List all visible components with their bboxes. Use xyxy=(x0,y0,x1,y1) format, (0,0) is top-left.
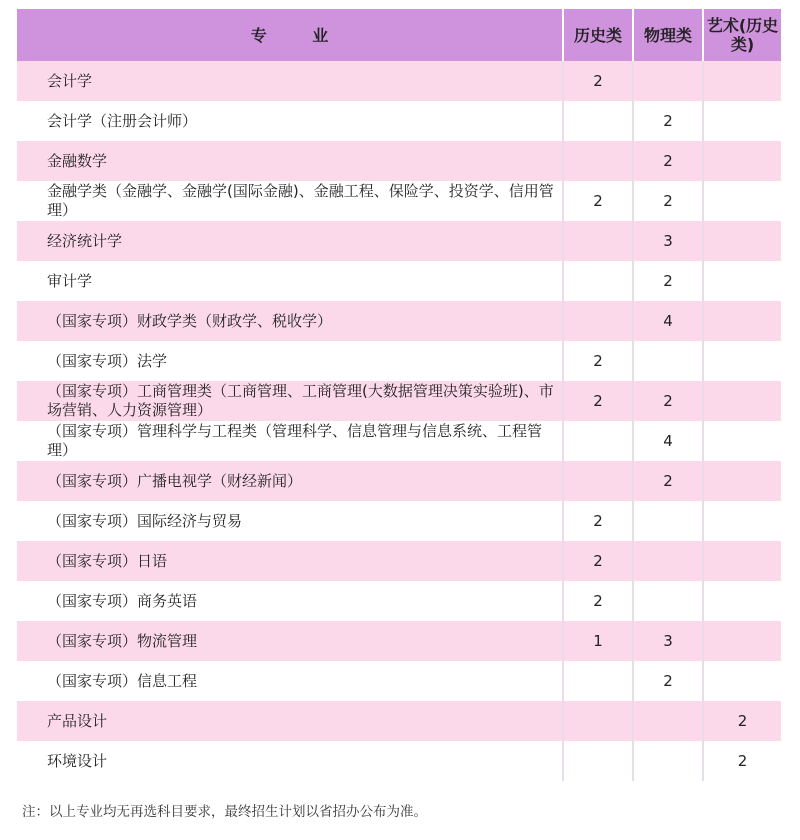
physics-count-cell: 3 xyxy=(633,621,703,661)
table-row xyxy=(17,341,781,381)
art-count-cell xyxy=(703,621,781,661)
major-cell: 金融学类（金融学、金融学(国际金融)、金融工程、保险学、投资学、信用管理） xyxy=(17,181,563,221)
table-row xyxy=(17,61,781,101)
major-cell: 产品设计 xyxy=(17,701,563,741)
major-cell: （国家专项）财政学类（财政学、税收学） xyxy=(17,301,563,341)
major-cell: （国家专项）物流管理 xyxy=(17,621,563,661)
physics-count-cell: 2 xyxy=(633,461,703,501)
history-count-cell xyxy=(563,421,633,461)
major-cell: 金融数学 xyxy=(17,141,563,181)
history-count-cell xyxy=(563,741,633,781)
major-cell: （国家专项）日语 xyxy=(17,541,563,581)
art-count-cell xyxy=(703,581,781,621)
art-count-cell xyxy=(703,461,781,501)
art-count-cell xyxy=(703,61,781,101)
history-count-cell: 2 xyxy=(563,581,633,621)
history-count-cell: 2 xyxy=(563,181,633,221)
art-count-cell xyxy=(703,421,781,461)
physics-count-cell xyxy=(633,501,703,541)
major-cell: （国家专项）法学 xyxy=(17,341,563,381)
art-count-cell: 2 xyxy=(703,701,781,741)
table-row xyxy=(17,101,781,141)
table-row xyxy=(17,181,781,221)
major-cell: 经济统计学 xyxy=(17,221,563,261)
history-count-cell: 2 xyxy=(563,61,633,101)
physics-count-cell: 2 xyxy=(633,661,703,701)
physics-count-cell xyxy=(633,581,703,621)
history-count-cell xyxy=(563,301,633,341)
table-row xyxy=(17,421,781,461)
art-count-cell xyxy=(703,661,781,701)
table-row xyxy=(17,141,781,181)
history-count-cell xyxy=(563,261,633,301)
art-count-cell xyxy=(703,501,781,541)
art-count-cell xyxy=(703,181,781,221)
art-count-cell xyxy=(703,221,781,261)
history-count-cell: 2 xyxy=(563,501,633,541)
physics-count-cell xyxy=(633,741,703,781)
history-count-cell xyxy=(563,661,633,701)
table-row xyxy=(17,381,781,421)
table-row xyxy=(17,701,781,741)
history-count-cell xyxy=(563,461,633,501)
table-row xyxy=(17,621,781,661)
physics-count-cell xyxy=(633,341,703,381)
table-row xyxy=(17,541,781,581)
history-count-cell: 1 xyxy=(563,621,633,661)
physics-count-cell: 4 xyxy=(633,301,703,341)
art-count-cell xyxy=(703,381,781,421)
physics-count-cell: 4 xyxy=(633,421,703,461)
major-cell: （国家专项）商务英语 xyxy=(17,581,563,621)
major-cell: （国家专项）国际经济与贸易 xyxy=(17,501,563,541)
major-cell: 审计学 xyxy=(17,261,563,301)
art-count-cell xyxy=(703,141,781,181)
history-count-cell xyxy=(563,221,633,261)
physics-count-cell: 2 xyxy=(633,261,703,301)
table-row xyxy=(17,221,781,261)
major-cell: （国家专项）管理科学与工程类（管理科学、信息管理与信息系统、工程管理） xyxy=(17,421,563,461)
header-major: 专 业 xyxy=(17,9,563,61)
table-header xyxy=(17,9,781,61)
major-cell: （国家专项）广播电视学（财经新闻） xyxy=(17,461,563,501)
major-cell: （国家专项）工商管理类（工商管理、工商管理(大数据管理决策实验班)、市场营销、人力资源管理） xyxy=(17,381,563,421)
physics-count-cell: 2 xyxy=(633,181,703,221)
table-body xyxy=(17,61,781,781)
table-row xyxy=(17,661,781,701)
history-count-cell xyxy=(563,701,633,741)
major-cell: 会计学 xyxy=(17,61,563,101)
physics-count-cell xyxy=(633,701,703,741)
footnote: 注：以上专业均无再选科目要求，最终招生计划以省招办公布为准。 xyxy=(22,804,427,820)
enrollment-plan-table xyxy=(17,9,781,781)
header-history: 历史类 xyxy=(563,9,633,61)
history-count-cell xyxy=(563,101,633,141)
history-count-cell: 2 xyxy=(563,381,633,421)
table-row xyxy=(17,741,781,781)
table-row xyxy=(17,461,781,501)
table-row xyxy=(17,501,781,541)
table-row xyxy=(17,261,781,301)
physics-count-cell: 2 xyxy=(633,101,703,141)
history-count-cell xyxy=(563,141,633,181)
header-art: 艺术(历史类) xyxy=(703,9,781,61)
major-cell: （国家专项）信息工程 xyxy=(17,661,563,701)
history-count-cell: 2 xyxy=(563,341,633,381)
physics-count-cell: 3 xyxy=(633,221,703,261)
art-count-cell xyxy=(703,541,781,581)
physics-count-cell: 2 xyxy=(633,141,703,181)
major-cell: 环境设计 xyxy=(17,741,563,781)
header-physics: 物理类 xyxy=(633,9,703,61)
table-row xyxy=(17,581,781,621)
physics-count-cell xyxy=(633,61,703,101)
table-row xyxy=(17,301,781,341)
physics-count-cell xyxy=(633,541,703,581)
art-count-cell xyxy=(703,301,781,341)
art-count-cell xyxy=(703,341,781,381)
major-cell: 会计学（注册会计师） xyxy=(17,101,563,141)
physics-count-cell: 2 xyxy=(633,381,703,421)
history-count-cell: 2 xyxy=(563,541,633,581)
art-count-cell xyxy=(703,101,781,141)
art-count-cell xyxy=(703,261,781,301)
art-count-cell: 2 xyxy=(703,741,781,781)
